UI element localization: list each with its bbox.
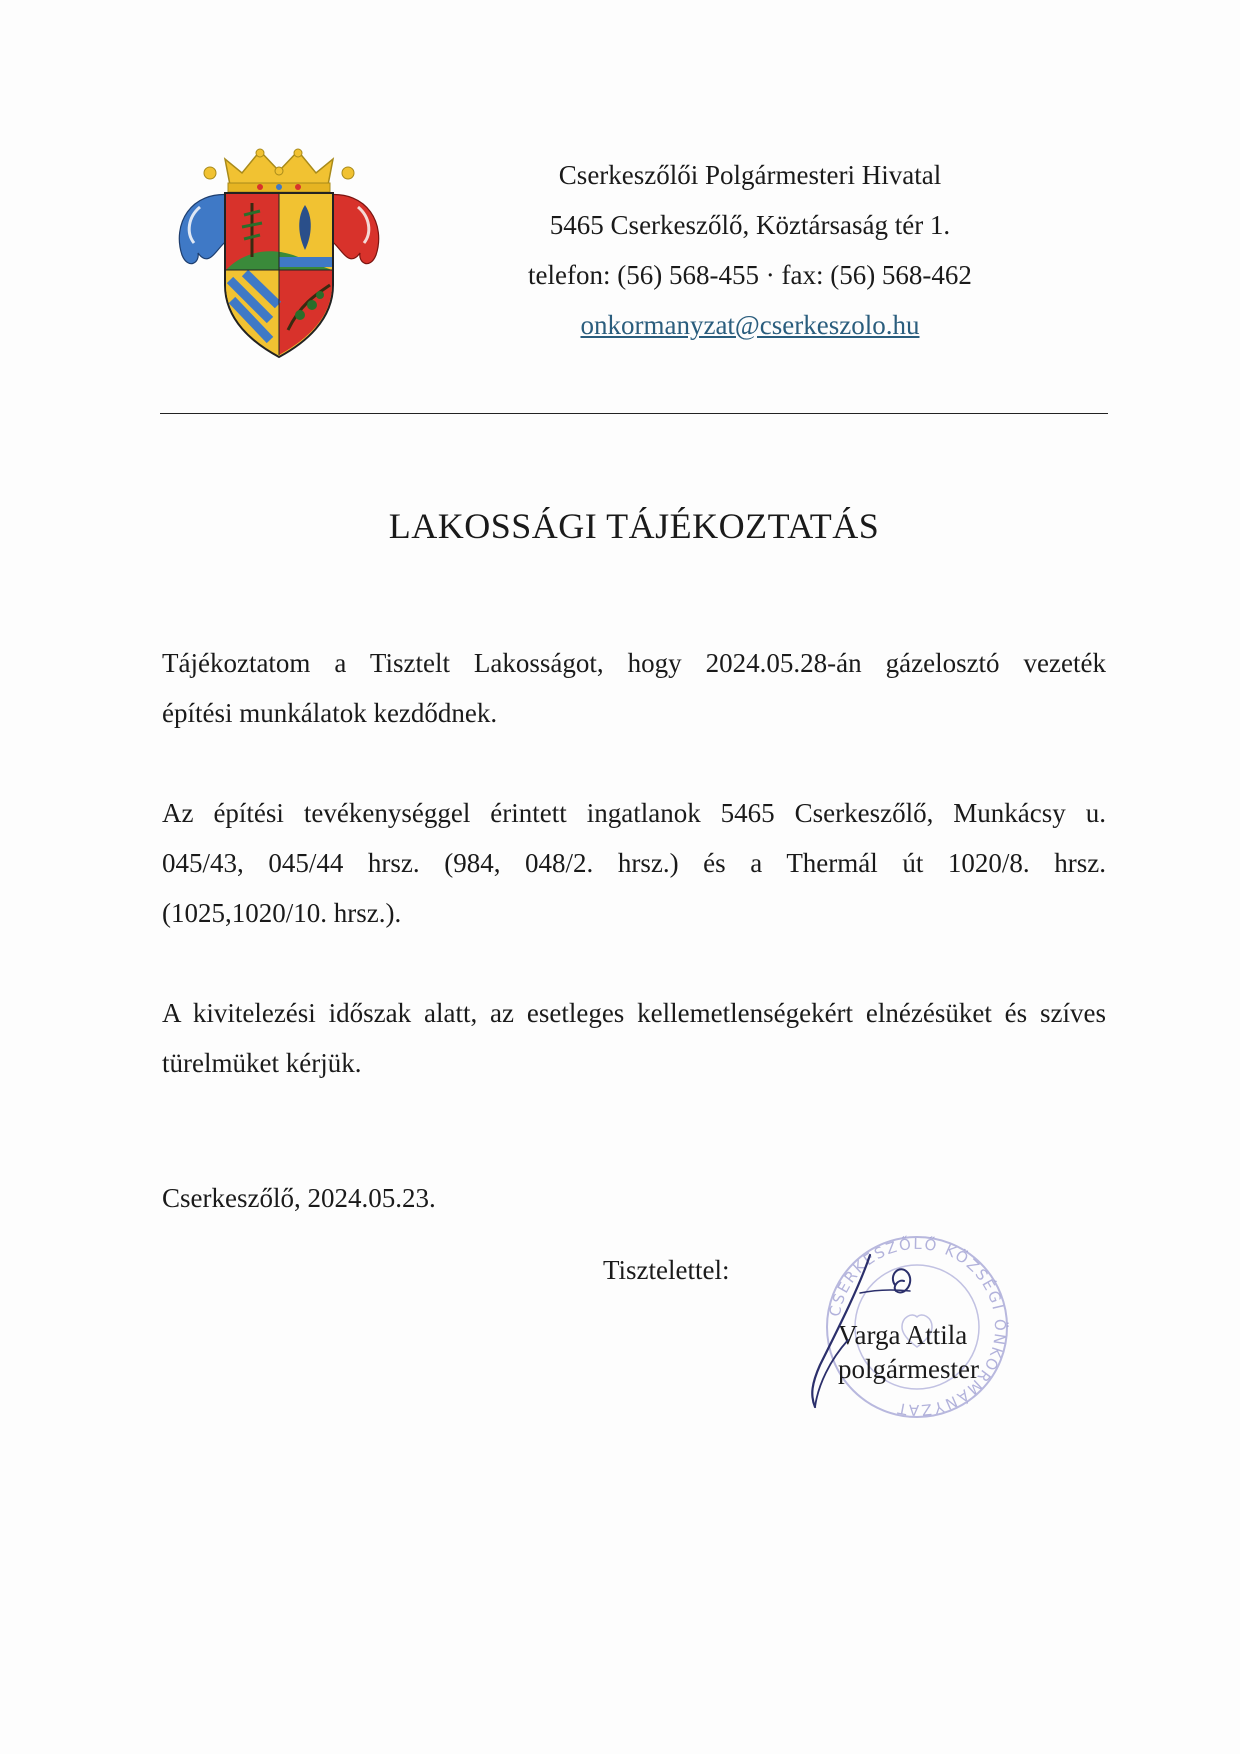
paragraph-notice	[162, 638, 1106, 738]
header-divider	[160, 413, 1108, 414]
paragraph-properties	[162, 788, 1106, 938]
paragraph-line: (1025,1020/10. hrsz.).	[162, 898, 402, 928]
signer-name: Varga Attila	[838, 1320, 968, 1350]
paragraph-line: építési munkálatok kezdődnek.	[162, 698, 498, 728]
paragraph-apology	[162, 988, 1106, 1088]
stamp-text: CSERKESZŐLŐ KÖZSÉGI ÖNKORMÁNYZAT	[825, 1234, 1010, 1420]
office-address: 5465 Cserkeszőlő, Köztársaság tér 1.	[549, 210, 951, 240]
paragraph-line: Az építési tevékenységgel érintett ingatlanok 5465 Cserkeszőlő, Munkácsy u.	[162, 798, 1106, 828]
office-contact: telefon: (56) 568-455 · fax: (56) 568-462	[528, 260, 972, 290]
coat-of-arms-icon	[170, 145, 388, 365]
greeting: Tisztelettel:	[603, 1255, 730, 1285]
place-and-date: Cserkeszőlő, 2024.05.23.	[162, 1183, 436, 1213]
crown-icon	[204, 149, 354, 192]
paragraph-line: Tájékoztatom a Tisztelt Lakosságot, hogy 2024.05.28-án gázelosztó vezeték	[162, 648, 1106, 678]
email-link[interactable]: onkormanyzat@cserkeszolo.hu	[580, 310, 920, 340]
signer-title: polgármester	[838, 1354, 979, 1384]
document-title: LAKOSSÁGI TÁJÉKOZTATÁS	[388, 506, 880, 546]
handwritten-signature-icon	[800, 1245, 970, 1415]
letterhead	[470, 150, 1030, 350]
office-name: Cserkeszőlői Polgármesteri Hivatal	[558, 160, 942, 190]
paragraph-line: A kivitelezési időszak alatt, az esetleges kellemetlenségekért elnézésüket és szíves	[162, 998, 1106, 1028]
paragraph-line: 045/43, 045/44 hrsz. (984, 048/2. hrsz.) és a Thermál út 1020/8. hrsz.	[162, 848, 1106, 878]
paragraph-line: türelmüket kérjük.	[162, 1048, 362, 1078]
